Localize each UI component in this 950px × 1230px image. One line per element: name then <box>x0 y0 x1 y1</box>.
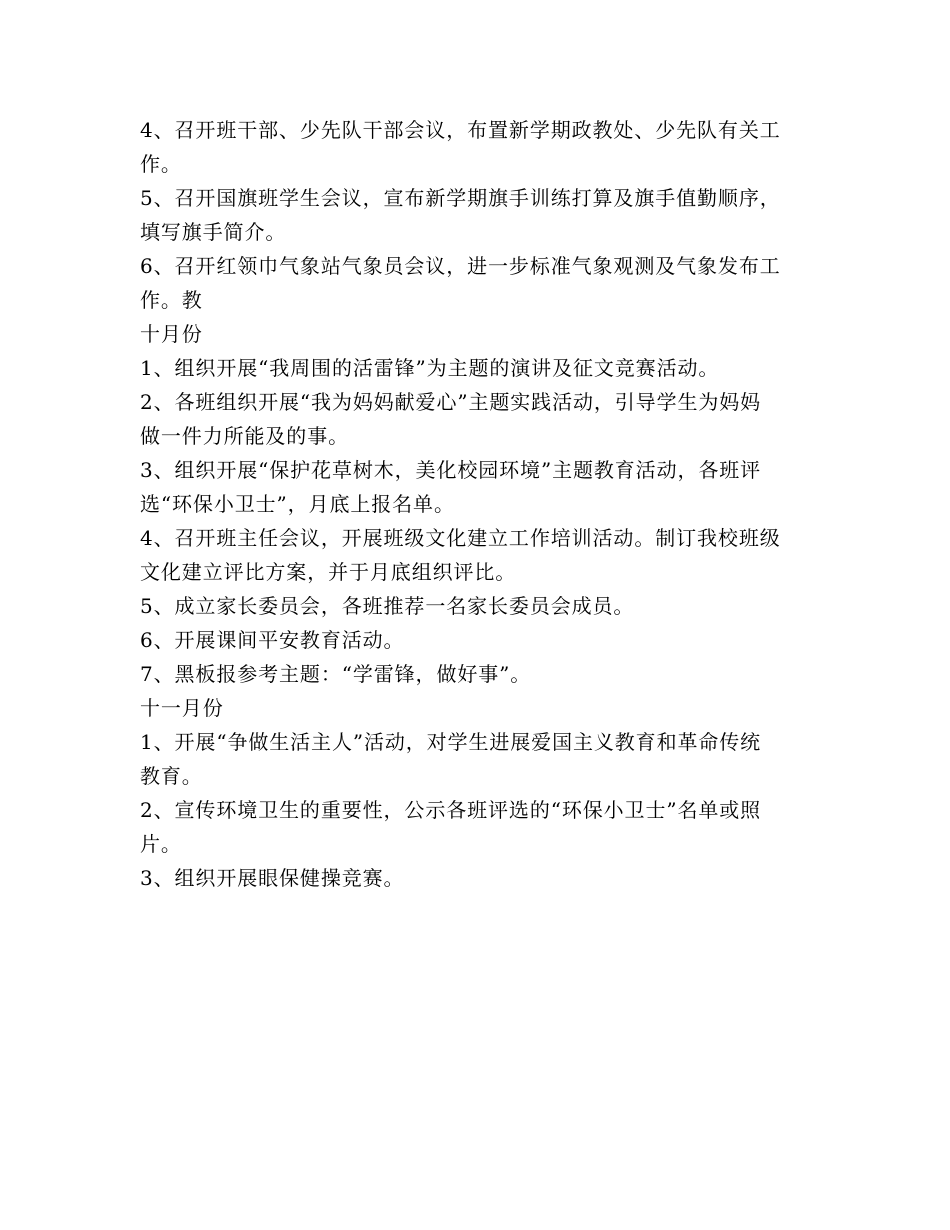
document-body <box>140 113 812 895</box>
text-line: 3、组织开展“保护花草树木，美化校园环境”主题教育活动，各班评 <box>140 458 762 482</box>
text-line: 片。 <box>140 832 182 856</box>
paragraph-item-4-meeting <box>140 113 812 181</box>
text-line: 2、宣传环境卫生的重要性，公示各班评选的“环保小卫士”名单或照 <box>140 798 762 822</box>
paragraph-nov-item-1 <box>140 725 812 793</box>
text-line: 1、组织开展“我周围的活雷锋”为主题的演讲及征文竞赛活动。 <box>140 356 720 380</box>
section-heading-october <box>140 317 812 351</box>
paragraph-item-5-flag-team <box>140 181 812 249</box>
paragraph-oct-item-4 <box>140 521 812 589</box>
text-line: 教育。 <box>140 764 203 788</box>
text-line: 1、开展“争做生活主人”活动，对学生进展爱国主义教育和革命传统 <box>140 730 762 754</box>
heading-line: 十月份 <box>140 322 203 346</box>
text-line: 选“环保小卫士”，月底上报名单。 <box>140 492 455 516</box>
text-line: 3、组织开展眼保健操竞赛。 <box>140 866 405 890</box>
paragraph-nov-item-3 <box>140 861 812 895</box>
paragraph-nov-item-2 <box>140 793 812 861</box>
heading-line: 十一月份 <box>140 696 224 720</box>
text-line: 7、黑板报参考主题：“学雷锋，做好事”。 <box>140 662 532 686</box>
paragraph-oct-item-5 <box>140 589 812 623</box>
paragraph-item-6-weather-station <box>140 249 812 317</box>
text-line: 作。 <box>140 152 182 176</box>
paragraph-oct-item-2 <box>140 385 812 453</box>
section-heading-november <box>140 691 812 725</box>
text-line: 6、召开红领巾气象站气象员会议，进一步标准气象观测及气象发布工 <box>140 254 781 278</box>
text-line: 6、开展课间平安教育活动。 <box>140 628 405 652</box>
text-line: 4、召开班干部、少先队干部会议，布置新学期政教处、少先队有关工 <box>140 118 781 142</box>
text-line: 5、成立家长委员会，各班推荐一名家长委员会成员。 <box>140 594 635 618</box>
text-line: 填写旗手简介。 <box>140 220 287 244</box>
text-line: 做一件力所能及的事。 <box>140 424 349 448</box>
text-line: 作。教 <box>140 288 203 312</box>
paragraph-oct-item-6 <box>140 623 812 657</box>
text-line: 5、召开国旗班学生会议，宣布新学期旗手训练打算及旗手值勤顺序， <box>140 186 781 210</box>
paragraph-oct-item-1 <box>140 351 812 385</box>
text-line: 4、召开班主任会议，开展班级文化建立工作培训活动。制订我校班级 <box>140 526 781 550</box>
text-line: 2、各班组织开展“我为妈妈献爱心”主题实践活动，引导学生为妈妈 <box>140 390 762 414</box>
paragraph-oct-item-3 <box>140 453 812 521</box>
text-line: 文化建立评比方案，并于月底组织评比。 <box>140 560 517 584</box>
paragraph-oct-item-7 <box>140 657 812 691</box>
